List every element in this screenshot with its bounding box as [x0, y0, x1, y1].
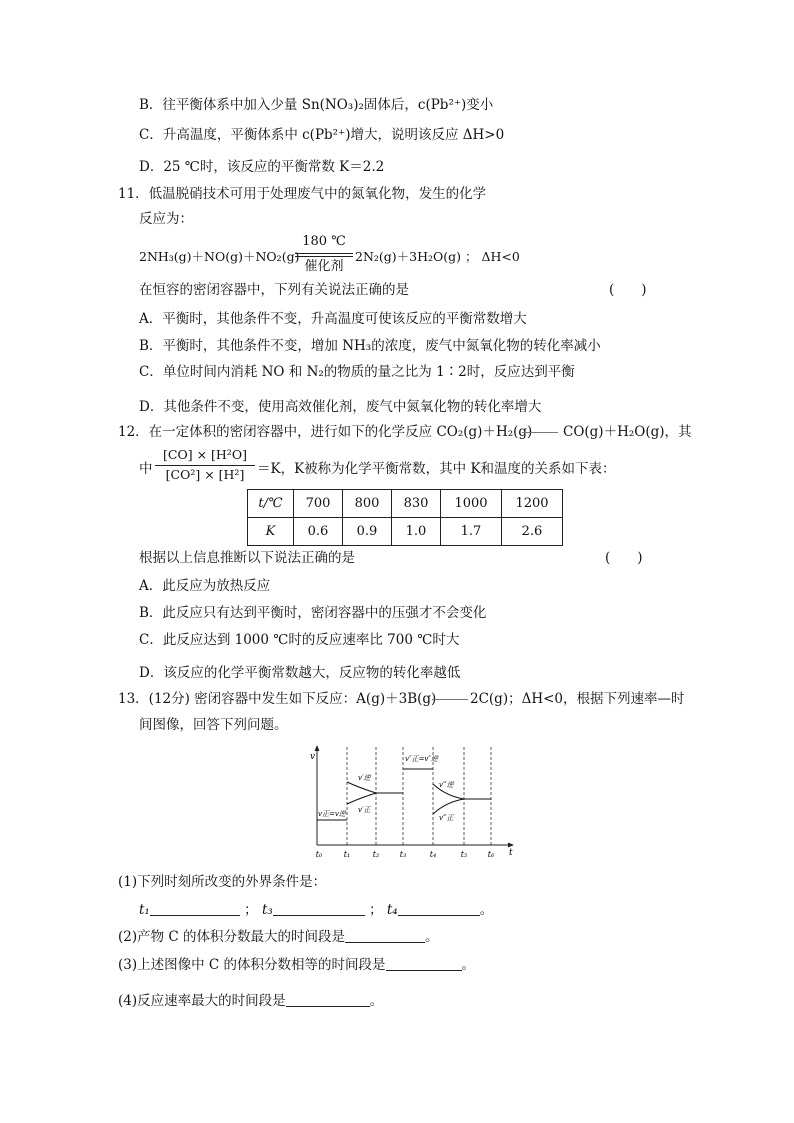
q12-equilibrium-arrow	[522, 432, 558, 433]
table-cell: 1.7	[441, 518, 502, 546]
q13-stem-line1: 13．(12分) 密闭容器中发生如下反应：A(g)＋3B(g)	[118, 691, 437, 707]
q12-k-table	[247, 489, 563, 546]
q12-fraction-denominator: [CO²] × [H²]	[165, 467, 245, 482]
tick-t3: t₃	[399, 850, 407, 859]
period: 。	[425, 929, 439, 945]
q12-stem-line2: ＝K，K被称为化学平衡常数，其中 K和温度的关系如下表：	[257, 461, 616, 477]
table-cell: 800	[343, 490, 392, 518]
q13-part3-text: (3)上述图像中 C 的体积分数相等的时间段是	[118, 957, 386, 973]
q12-answer-paren: ( )	[605, 550, 643, 566]
q10-option-b: B．往平衡体系中加入少量 Sn(NO₃)₂固体后，c(Pb²⁺)变小	[139, 97, 494, 113]
q13-stem-line2: 间图像，回答下列问题。	[139, 717, 288, 733]
q12-stem-line2-prefix: 中	[139, 461, 153, 477]
q11-option-a: A．平衡时，其他条件不变，升高温度可使该反应的平衡常数增大	[139, 311, 527, 327]
period: 。	[461, 957, 476, 973]
period: 。	[479, 902, 494, 918]
table-row-temperature	[248, 490, 563, 518]
x-axis-arrow-icon	[508, 843, 514, 848]
q11-option-c: C．单位时间内消耗 NO 和 N₂的物质的量之比为 1∶2时，反应达到平衡	[139, 364, 575, 380]
q11-option-b: B．平衡时，其他条件不变，增加 NH₃的浓度，废气中氮氧化物的转化率减小	[139, 338, 601, 354]
table-cell: 830	[392, 490, 441, 518]
separator: ；	[244, 902, 258, 918]
answer-blank-t1[interactable]	[150, 901, 240, 916]
table-cell: 700	[294, 490, 343, 518]
q11-equation-right: 2N₂(g)＋3H₂O(g) ； ΔH<0	[355, 249, 520, 264]
table-cell: 0.6	[294, 518, 343, 546]
y-axis-arrow-icon	[315, 745, 320, 751]
q11-condition-catalyst: 催化剂	[304, 259, 344, 274]
q12-fraction-numerator: [CO] × [H²O]	[163, 447, 247, 462]
label-forward-rate-3: v‴逆	[439, 781, 454, 789]
label-forward-rate-1: v′正	[358, 806, 371, 814]
q11-stem-line1: 11．低温脱硝技术可用于处理废气中的氮氧化物，发生的化学	[118, 186, 487, 202]
q12-option-d: D．该反应的化学平衡常数越大，反应物的转化率越低	[139, 665, 461, 681]
blank-label-t4: t₄	[386, 902, 398, 918]
q12-option-b: B．此反应只有达到平衡时，密闭容器中的压强才不会变化	[139, 605, 487, 621]
q13-part3	[118, 955, 475, 975]
q12-option-a: A．此反应为放热反应	[139, 578, 271, 594]
q12-stem-line1-right: CO(g)＋H₂O(g)，其	[563, 424, 692, 440]
tick-t5: t₅	[460, 850, 468, 859]
q13-stem-line1-right: 2C(g)；ΔH<0，根据下列速率—时	[470, 691, 685, 707]
q11-condition-temperature: 180 ℃	[302, 234, 346, 249]
q13-rate-time-graph	[300, 742, 520, 864]
tick-t1: t₁	[343, 850, 351, 859]
q13-part4-text: (4)反应速率最大的时间段是	[118, 993, 286, 1009]
rate-curve-reverse-3	[433, 799, 464, 814]
q10-option-c: C．升高温度，平衡体系中 c(Pb²⁺)增大，说明该反应 ΔH>0	[139, 127, 505, 143]
q11-equilibrium-arrow	[295, 253, 353, 254]
table-cell: 2.6	[502, 518, 563, 546]
q13-part1: (1)下列时刻所改变的外界条件是：	[118, 874, 327, 890]
separator: ；	[369, 902, 383, 918]
q11-equation-left: 2NH₃(g)＋NO(g)＋NO₂(g)	[139, 249, 300, 264]
table-header-temperature: t/℃	[248, 490, 294, 518]
label-equilibrium-2: v″正=v″逆	[405, 755, 439, 763]
q11-option-d: D．其他条件不变，使用高效催化剂，废气中氮氧化物的转化率增大	[139, 399, 542, 415]
answer-blank-t4[interactable]	[398, 901, 480, 916]
table-row-k	[248, 518, 563, 546]
q13-part2-text: (2)产物 C 的体积分数最大的时间段是	[118, 929, 346, 945]
table-cell: 1000	[441, 490, 502, 518]
label-reverse-rate-1: v′逆	[358, 774, 371, 782]
label-equilibrium-1: v正=v逆	[318, 810, 346, 818]
q10-option-d: D．25 ℃时，该反应的平衡常数 K＝2.2	[139, 159, 385, 175]
answer-blank-part2[interactable]	[345, 928, 425, 943]
q11-stem-line2: 反应为：	[139, 211, 193, 227]
answer-blank-part4[interactable]	[286, 992, 370, 1007]
table-cell: 1200	[502, 490, 563, 518]
answer-blank-t3[interactable]	[273, 901, 365, 916]
q12-stem-line1: 12．在一定体积的密闭容器中，进行如下的化学反应 CO₂(g)＋H₂(g)	[118, 424, 533, 440]
blank-label-t3: t₃	[261, 902, 273, 918]
q12-option-c: C．此反应达到 1000 ℃时的反应速率比 700 ℃时大	[139, 632, 460, 648]
q13-part2	[118, 927, 439, 947]
time-tick-labels	[316, 850, 495, 859]
tick-t2: t₂	[372, 850, 380, 859]
q11-question: 在恒容的密闭容器中，下列有关说法正确的是	[139, 282, 409, 298]
table-header-k: K	[248, 518, 294, 546]
x-axis-label: t	[509, 848, 513, 858]
q13-part1-blanks	[139, 900, 493, 920]
tick-t6: t₆	[487, 850, 495, 859]
q13-equilibrium-arrow	[432, 699, 468, 700]
q13-part4	[118, 991, 383, 1011]
q12-question: 根据以上信息推断以下说法正确的是	[139, 550, 355, 566]
tick-t0: t₀	[315, 850, 323, 859]
blank-label-t1: t₁	[139, 902, 150, 918]
table-cell: 1.0	[392, 518, 441, 546]
tick-t4: t₄	[429, 850, 437, 859]
curve-labels	[318, 755, 455, 822]
table-cell: 0.9	[343, 518, 392, 546]
y-axis-label: v	[310, 752, 316, 762]
answer-blank-part3[interactable]	[386, 956, 462, 971]
rate-curve-forward-1	[347, 793, 376, 804]
q12-fraction-bar	[155, 465, 255, 466]
rate-curve-reverse-1	[347, 782, 376, 793]
q11-answer-paren: ( )	[609, 282, 647, 298]
label-reverse-rate-3: v‴正	[439, 814, 454, 822]
period: 。	[369, 993, 384, 1009]
